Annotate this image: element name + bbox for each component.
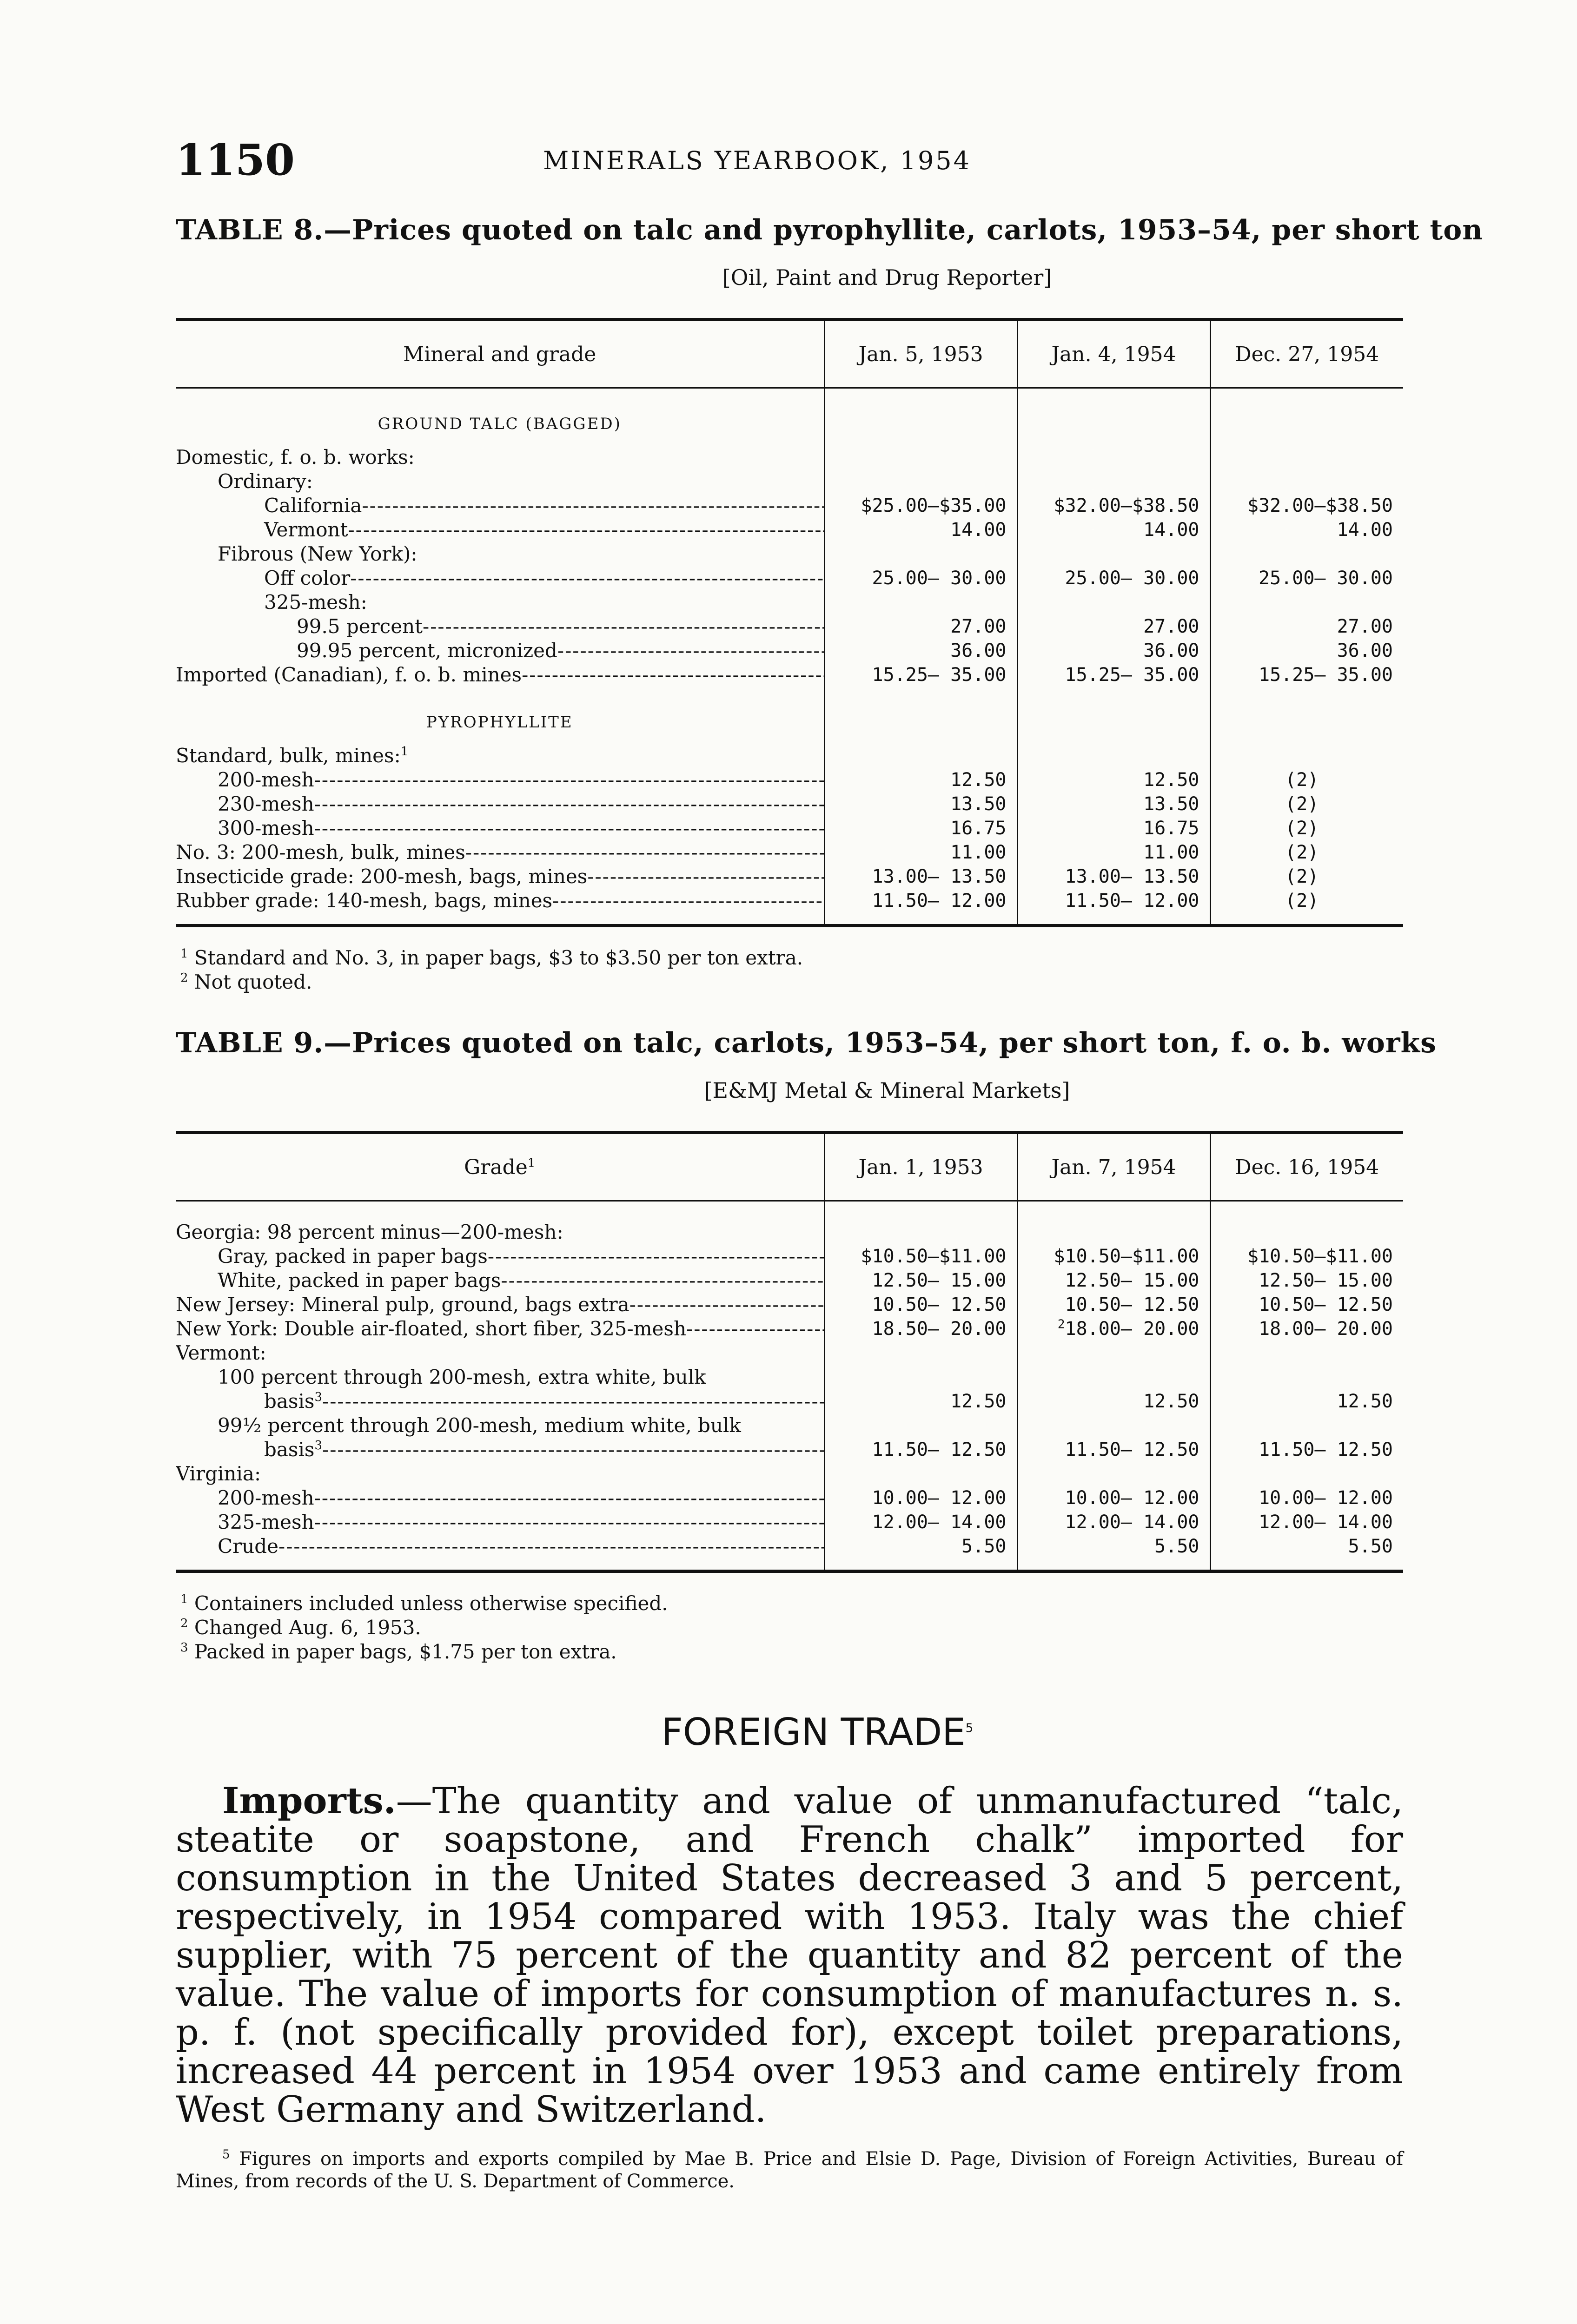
row-label: 325-mesh: — [264, 591, 367, 614]
cell-c1: 16.75 — [824, 816, 1017, 840]
cell-c1 — [824, 1220, 1017, 1244]
cell-c3: 10.50– 12.50 — [1210, 1293, 1403, 1317]
row-label: White, packed in paper bags ----- — [176, 1268, 824, 1293]
cell-c1: 27.00 — [824, 614, 1017, 639]
table-row — [176, 663, 1403, 687]
table9-footnote: $^3$ Packed in paper bags, $1.75 per ton extra. — [180, 1640, 617, 1663]
running-title: MINERALS YEARBOOK, 1954 — [543, 146, 972, 175]
cell-c2: 25.00– 30.00 — [1017, 566, 1210, 590]
table9-source: [E&MJ Metal & Mineral Markets] — [704, 1078, 1070, 1103]
cell-c3 — [1210, 1365, 1403, 1389]
cell-c1: $25.00–$35.00 — [824, 494, 1017, 518]
table-row — [176, 542, 1403, 566]
row-label: 300-mesh ----- — [176, 816, 824, 840]
cell-c1: 12.50– 15.00 — [824, 1268, 1017, 1293]
cell-c2: 5.50 — [1017, 1534, 1210, 1571]
cell-c1: 11.00 — [824, 840, 1017, 865]
cell-c1: $10.50–$11.00 — [824, 1244, 1017, 1268]
cell-c2: 11.00 — [1017, 840, 1210, 865]
cell-c3 — [1210, 1220, 1403, 1244]
cell-c2: 27.00 — [1017, 614, 1210, 639]
cell-c2: 13.00– 13.50 — [1017, 865, 1210, 889]
table-row — [176, 1244, 1403, 1268]
cell-c2: 15.25– 35.00 — [1017, 663, 1210, 687]
page — [176, 135, 1483, 2192]
row-label: 100 percent through 200-mesh, extra white, bulk — [218, 1366, 706, 1388]
cell-c2 — [1017, 1462, 1210, 1486]
cell-c2: 11.50– 12.00 — [1017, 889, 1210, 926]
cell-c3 — [1210, 590, 1403, 614]
table-row — [176, 1413, 1403, 1438]
cell-c2: $32.00–$38.50 — [1017, 494, 1210, 518]
table9-col-jan1953: Jan. 1, 1953 — [824, 1133, 1017, 1201]
cell-c2 — [1017, 1220, 1210, 1244]
table9-col-jan1954: Jan. 7, 1954 — [1017, 1133, 1210, 1201]
running-head — [176, 135, 1403, 186]
table-row — [176, 1389, 1403, 1413]
table-row — [176, 1293, 1403, 1317]
table-row — [176, 590, 1403, 614]
cell-c2 — [1017, 744, 1210, 768]
cell-c1 — [824, 542, 1017, 566]
table-row — [176, 469, 1403, 494]
cell-c1: 12.00– 14.00 — [824, 1510, 1017, 1534]
imports-lead: Imports. — [222, 1780, 396, 1822]
table-row — [176, 1317, 1403, 1341]
cell-c2: 12.50 — [1017, 768, 1210, 792]
table-row — [176, 494, 1403, 518]
table-row — [176, 445, 1403, 469]
table-row — [176, 1341, 1403, 1365]
cell-c2: 11.50– 12.50 — [1017, 1438, 1210, 1462]
cell-c3: (2) — [1210, 889, 1403, 926]
cell-c1 — [824, 1365, 1017, 1389]
cell-c2 — [1017, 469, 1210, 494]
table-row — [176, 889, 1403, 926]
row-label: 200-mesh ----- — [176, 1486, 824, 1510]
table-row — [176, 1365, 1403, 1389]
cell-c3: 10.00– 12.00 — [1210, 1486, 1403, 1510]
cell-c1: 11.50– 12.00 — [824, 889, 1017, 926]
cell-c3: 11.50– 12.50 — [1210, 1438, 1403, 1462]
cell-c1 — [824, 1462, 1017, 1486]
cell-c2 — [1017, 542, 1210, 566]
cell-c3: (2) — [1210, 816, 1403, 840]
table8-col-mineral: Mineral and grade — [176, 320, 824, 388]
cell-c2 — [1017, 1341, 1210, 1365]
cell-c3: 25.00– 30.00 — [1210, 566, 1403, 590]
row-label: Off color ----- — [176, 566, 824, 590]
table-row — [176, 840, 1403, 865]
table8 — [176, 318, 1403, 927]
table-row — [176, 792, 1403, 816]
cell-c2: 12.50 — [1017, 1389, 1210, 1413]
table-row — [176, 1438, 1403, 1462]
row-label: 200-mesh ----- — [176, 768, 824, 792]
cell-c3: 18.00– 20.00 — [1210, 1317, 1403, 1341]
cell-c1: 11.50– 12.50 — [824, 1438, 1017, 1462]
row-label: 230-mesh ----- — [176, 792, 824, 816]
cell-c1: 12.50 — [824, 1389, 1017, 1413]
cell-c3: 5.50 — [1210, 1534, 1403, 1571]
table-row — [176, 1220, 1403, 1244]
cell-c1 — [824, 744, 1017, 768]
page-number: 1150 — [176, 135, 295, 185]
cell-c2: 36.00 — [1017, 639, 1210, 663]
row-label: Vermont ----- — [176, 518, 824, 542]
table9-col-dec1954: Dec. 16, 1954 — [1210, 1133, 1403, 1201]
cell-c2: 12.00– 14.00 — [1017, 1510, 1210, 1534]
cell-c2: 13.50 — [1017, 792, 1210, 816]
table9-footnote: $^2$ Changed Aug. 6, 1953. — [180, 1616, 421, 1639]
cell-c2 — [1017, 1365, 1210, 1389]
table8-source: [Oil, Paint and Drug Reporter] — [722, 265, 1052, 290]
cell-c3 — [1210, 1462, 1403, 1486]
table-row — [176, 566, 1403, 590]
row-label: Crude ----- — [176, 1534, 824, 1571]
row-label: No. 3: 200-mesh, bulk, mines ----- — [176, 840, 824, 865]
row-label: basis$^3$ ----- — [176, 1438, 824, 1462]
row-label: New Jersey: Mineral pulp, ground, bags extra ----- — [176, 1293, 824, 1317]
cell-c2: 16.75 — [1017, 816, 1210, 840]
cell-c1: 13.00– 13.50 — [824, 865, 1017, 889]
row-label: Ordinary: — [218, 470, 313, 493]
table9-col-grade: Grade$^1$ — [176, 1133, 824, 1201]
row-label: Domestic, f. o. b. works: — [176, 446, 415, 469]
cell-c3: $32.00–$38.50 — [1210, 494, 1403, 518]
cell-c3: 27.00 — [1210, 614, 1403, 639]
cell-c1 — [824, 1413, 1017, 1438]
cell-c3: (2) — [1210, 768, 1403, 792]
cell-c3: (2) — [1210, 840, 1403, 865]
cell-c2: 14.00 — [1017, 518, 1210, 542]
cell-c2 — [1017, 590, 1210, 614]
cell-c1: 10.50– 12.50 — [824, 1293, 1017, 1317]
table-row — [176, 518, 1403, 542]
cell-c3: 12.50– 15.00 — [1210, 1268, 1403, 1293]
table8-footnote: $^2$ Not quoted. — [180, 971, 312, 993]
row-label: Fibrous (New York): — [218, 542, 417, 565]
cell-c2: $^2$18.00– 20.00 — [1017, 1317, 1210, 1341]
cell-c3 — [1210, 469, 1403, 494]
imports-paragraph — [176, 1782, 1403, 2129]
cell-c2: 12.50– 15.00 — [1017, 1268, 1210, 1293]
cell-c1: 13.50 — [824, 792, 1017, 816]
table9-footnote: $^1$ Containers included unless otherwise specified. — [180, 1592, 668, 1615]
cell-c2: 10.50– 12.50 — [1017, 1293, 1210, 1317]
row-label: Georgia: 98 percent minus—200-mesh: — [176, 1221, 563, 1243]
cell-c1: 25.00– 30.00 — [824, 566, 1017, 590]
table-row — [176, 768, 1403, 792]
cell-c3 — [1210, 744, 1403, 768]
cell-c2 — [1017, 445, 1210, 469]
cell-c1 — [824, 469, 1017, 494]
table8-footnotes — [176, 946, 1403, 994]
cell-c3 — [1210, 445, 1403, 469]
table-row — [176, 1462, 1403, 1486]
cell-c3: 14.00 — [1210, 518, 1403, 542]
cell-c1: 10.00– 12.00 — [824, 1486, 1017, 1510]
imports-text: —The quantity and value of unmanufactured “talc, steatite or soapstone, and French chalk” imported for consumption in the United States decreased 3 and 5 percent, respectively, in 1954 compared with 1953. Italy was the chief supplier, with 75 percent of the quantity and 82 percent of the value. The value of imports for consumption of manufactures n. s. p. f. (not specifically provided for), except toilet preparations, increased 44 percent in 1954 over 1953 and came entirely from West Germany and Switzerland. — [176, 1780, 1403, 2131]
table8-section-ground-talc: GROUND TALC (BAGGED) — [378, 415, 622, 433]
cell-c1 — [824, 445, 1017, 469]
table-row — [176, 1268, 1403, 1293]
cell-c3: $10.50–$11.00 — [1210, 1244, 1403, 1268]
cell-c3 — [1210, 1341, 1403, 1365]
table9-title: TABLE 9.—Prices quoted on talc, carlots, 1953–54, per short ton, f. o. b. works — [176, 1027, 1437, 1059]
row-label: Rubber grade: 140-mesh, bags, mines ----- — [176, 889, 824, 926]
row-label: basis$^3$ ----- — [176, 1389, 824, 1413]
row-label: 99½ percent through 200-mesh, medium white, bulk — [218, 1414, 741, 1437]
cell-c3 — [1210, 1413, 1403, 1438]
cell-c3: 12.00– 14.00 — [1210, 1510, 1403, 1534]
cell-c1 — [824, 1341, 1017, 1365]
cell-c1: 36.00 — [824, 639, 1017, 663]
row-label: 99.5 percent ----- — [176, 614, 824, 639]
cell-c3: (2) — [1210, 865, 1403, 889]
table9-footnotes — [176, 1591, 1403, 1664]
row-label: Imported (Canadian), f. o. b. mines ----- — [176, 663, 824, 687]
row-label: Vermont: — [176, 1341, 266, 1364]
foreign-trade-footnote: $^5$ Figures on imports and exports compiled by Mae B. Price and Elsie D. Page, Division of Foreign Activities, Bureau of Mines, from records of the U. S. Department of Commerce. — [176, 2147, 1404, 2192]
table-row — [176, 614, 1403, 639]
cell-c3: 15.25– 35.00 — [1210, 663, 1403, 687]
table-row — [176, 1534, 1403, 1571]
row-label: Insecticide grade: 200-mesh, bags, mines ----- — [176, 865, 824, 889]
table8-col-jan1954: Jan. 4, 1954 — [1017, 320, 1210, 388]
table-row — [176, 865, 1403, 889]
row-label: Gray, packed in paper bags ----- — [176, 1244, 824, 1268]
table-row — [176, 744, 1403, 768]
row-label: New York: Double air-floated, short fiber, 325-mesh ----- — [176, 1317, 824, 1341]
table8-title: TABLE 8.—Prices quoted on talc and pyrophyllite, carlots, 1953–54, per short ton — [176, 214, 1483, 246]
table-row — [176, 639, 1403, 663]
table-row — [176, 816, 1403, 840]
cell-c1: 18.50– 20.00 — [824, 1317, 1017, 1341]
cell-c3: 12.50 — [1210, 1389, 1403, 1413]
table9 — [176, 1131, 1403, 1573]
cell-c2 — [1017, 1413, 1210, 1438]
cell-c3: 36.00 — [1210, 639, 1403, 663]
cell-c1: 15.25– 35.00 — [824, 663, 1017, 687]
cell-c1 — [824, 590, 1017, 614]
cell-c1: 14.00 — [824, 518, 1017, 542]
table8-col-jan1953: Jan. 5, 1953 — [824, 320, 1017, 388]
table8-col-dec1954: Dec. 27, 1954 — [1210, 320, 1403, 388]
cell-c2: 10.00– 12.00 — [1017, 1486, 1210, 1510]
row-label: Virginia: — [176, 1462, 261, 1485]
table-row — [176, 1486, 1403, 1510]
cell-c1: 12.50 — [824, 768, 1017, 792]
foreign-trade-heading: FOREIGN TRADE$^5$ — [661, 1710, 974, 1754]
cell-c3 — [1210, 542, 1403, 566]
table8-section-pyrophyllite: PYROPHYLLITE — [426, 713, 573, 732]
table-row — [176, 1510, 1403, 1534]
cell-c2: $10.50–$11.00 — [1017, 1244, 1210, 1268]
table8-footnote: $^1$ Standard and No. 3, in paper bags, $3 to $3.50 per ton extra. — [180, 946, 803, 969]
cell-c3: (2) — [1210, 792, 1403, 816]
row-label: 99.95 percent, micronized ----- — [176, 639, 824, 663]
row-label: California ----- — [176, 494, 824, 518]
cell-c1: 5.50 — [824, 1534, 1017, 1571]
row-label: Standard, bulk, mines:$^1$ — [176, 744, 409, 767]
row-label: 325-mesh ----- — [176, 1510, 824, 1534]
